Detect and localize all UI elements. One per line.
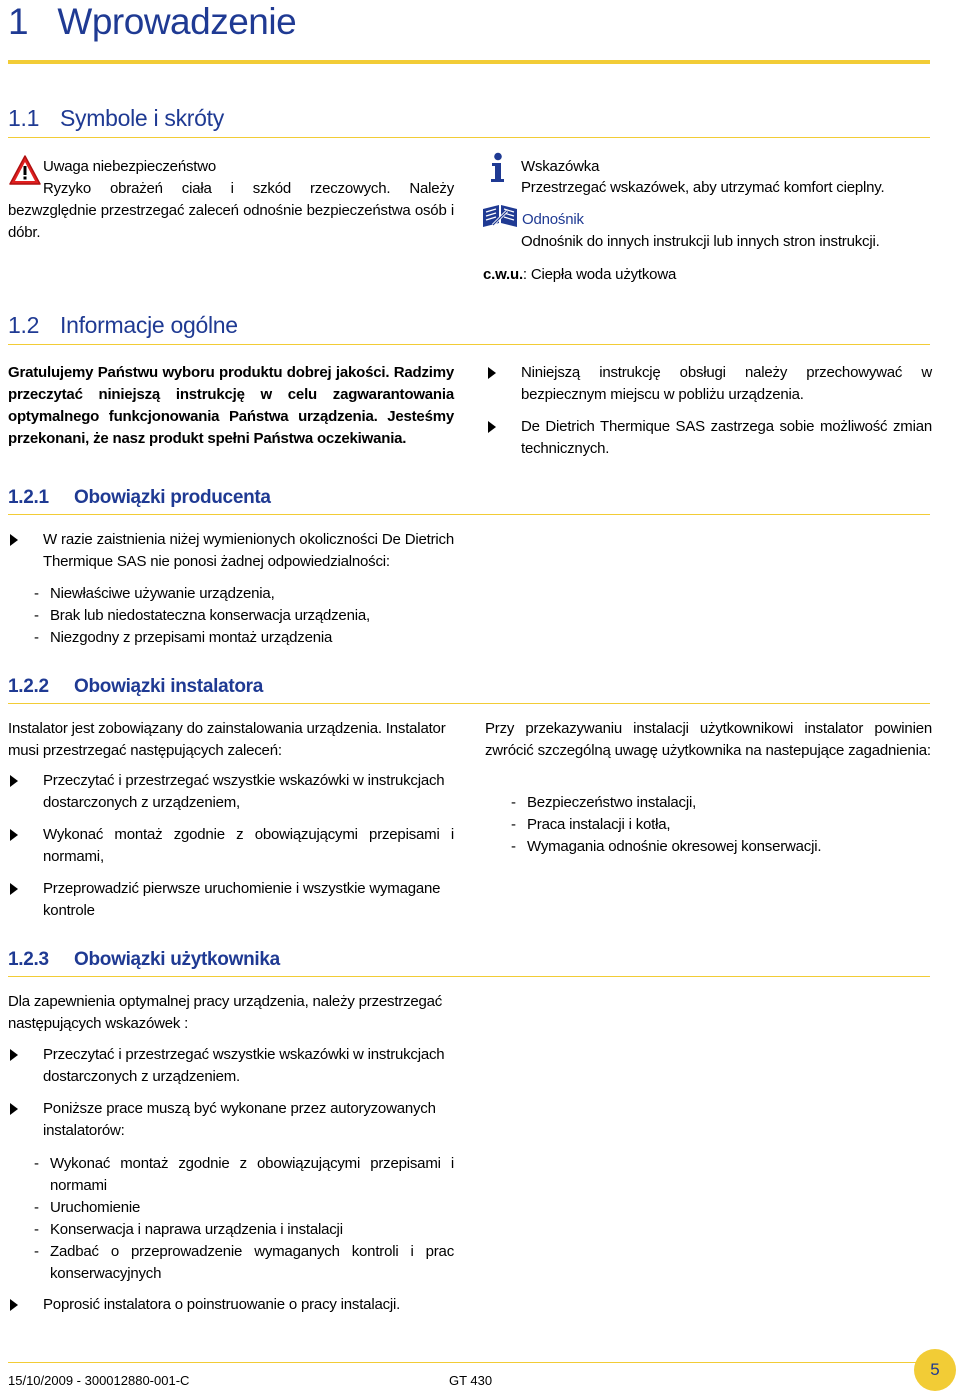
section-1-2-3-heading [8,948,280,972]
installer-right-intro: Przy przekazywaniu instalacji użytkownikowi instalator powinien zwrócić szczególną uwagę użytkownika na nastepujące zagadnienia: [485,720,932,759]
hint-text: Przestrzegać wskazówek, aby utrzymać komfort cieplny. [521,179,885,196]
hint-title: Wskazówka [521,158,600,175]
footer-model: GT 430 [449,1373,493,1388]
list-item-text: Wykonać montaż zgodnie z obowiązującymi przepisami i normami, [43,826,454,865]
arrow-bullet-icon [10,1299,18,1311]
installer-intro: Instalator jest zobowiązany do zainstalowania urządzenia. Instalator musi przestrzegać następujących zaleceń: [8,720,446,759]
section-1-1-heading [8,104,224,132]
dash-item: - Bezpieczeństwo instalacji, [511,794,697,811]
user-dash-list [34,1153,454,1285]
reference-text: Odnośnik do innych instrukcji lub innych stron instrukcji. [521,233,880,250]
dash-item: - Wykonać montaż zgodnie z obowiązującymi przepisami i normami [34,1155,454,1194]
section-number: 1.1 [8,105,40,131]
chapter-title [8,0,296,44]
footer-rule [8,1362,930,1363]
producer-dash-list [34,583,454,649]
general-intro: Gratulujemy Państwu wyboru produktu dobrej jakości. Radzimy przeczytać niniejszą instrukcję w celu zagwarantowania optymalnego funkcjonowania Państwa urządzenia. Jesteśmy przekonani, że nasz produkt spełni Państwa oczekiwania. [8,364,454,447]
cwu-definition [483,264,676,286]
installer-right-dash-list [511,792,931,858]
list-item [8,529,454,573]
page-number-badge [913,1348,957,1392]
section-1-2-2-heading [8,675,263,699]
dash-item: - Zadbać o przeprowadzenie wymaganych kontroli i prac konserwacyjnych [34,1243,454,1282]
list-item-text: Poniższe prace muszą być wykonane przez autoryzowanych instalatorów: [43,1100,436,1139]
page-number: 5 [930,1360,940,1379]
section-title: Symbole i skróty [60,105,224,131]
arrow-bullet-icon [10,1049,18,1061]
arrow-bullet-icon [488,421,496,433]
section-rule [8,703,930,704]
section-rule [8,514,930,515]
user-list-final [8,1294,454,1326]
list-item-text: De Dietrich Thermique SAS zastrzega sobie możliwość zmian technicznych. [521,418,932,457]
user-list [8,1044,454,1152]
chapter-number: 1 [8,1,29,42]
section-1-2-1-heading [8,486,271,510]
arrow-bullet-icon [10,1103,18,1115]
dash-item: - Konserwacja i naprawa urządzenia i instalacji [34,1221,343,1238]
cwu-text: : Ciepła woda użytkowa [522,266,677,283]
installer-list [8,770,454,932]
list-item-text: Przeczytać i przestrzegać wszystkie wskazówki w instrukcjach dostarczonych z urządzeniem, [43,772,445,811]
info-icon [487,152,509,184]
arrow-bullet-icon [10,829,18,841]
list-item-text: Przeczytać i przestrzegać wszystkie wskazówki w instrukcjach dostarczonych z urządzeniem. [43,1046,445,1085]
producer-list [8,529,454,583]
list-item [8,878,454,922]
section-rule [8,137,930,138]
list-item-text: Niniejszą instrukcję obsługi należy przechowywać w bezpiecznym miejscu w pobliżu urządzenia. [521,364,932,403]
book-reference-icon [481,203,519,229]
list-item [8,770,454,814]
dash-item: - Wymagania odnośnie okresowej konserwacji. [511,838,822,855]
section-title: Informacje ogólne [60,312,238,338]
section-title: Obowiązki instalatora [74,676,264,697]
arrow-bullet-icon [488,367,496,379]
list-item [486,416,932,460]
list-item [8,1044,454,1088]
list-item [8,824,454,868]
arrow-bullet-icon [10,775,18,787]
section-number: 1.2.3 [8,949,49,970]
list-item [486,362,932,406]
dash-item: - Niezgodny z przepisami montaż urządzenia [34,629,333,646]
arrow-bullet-icon [10,534,18,546]
warning-text: Ryzyko obrażeń ciała i szkód rzeczowych. Należy bezwzględnie przestrzegać zaleceń odnośnie bezpieczeństwa osób i dóbr. [8,180,454,241]
footer-doc-id: 15/10/2009 - 300012880-001-C [8,1373,190,1388]
reference-title: Odnośnik [522,211,584,228]
arrow-bullet-icon [10,883,18,895]
section-1-2-heading [8,311,238,339]
section-rule [8,976,930,977]
list-item [8,1098,454,1142]
list-item-text: W razie zaistnienia niżej wymienionych okoliczności De Dietrich Thermique SAS nie ponosi żadnej odpowiedzialności: [43,531,454,570]
list-item-text: Przeprowadzić pierwsze uruchomienie i wszystkie wymagane kontrole [43,880,441,919]
section-number: 1.2 [8,312,40,338]
warning-title: Uwaga niebezpieczeństwo [43,158,217,175]
cwu-abbr: c.w.u. [483,266,523,283]
list-item-text: Poprosić instalatora o poinstruowanie o pracy instalacji. [43,1296,401,1313]
general-right-list [486,362,932,470]
chapter-title-text: Wprowadzenie [57,1,297,42]
section-rule [8,344,930,345]
section-title: Obowiązki producenta [74,487,271,508]
section-number: 1.2.1 [8,487,49,508]
dash-item: - Brak lub niedostateczna konserwacja urządzenia, [34,607,370,624]
section-number: 1.2.2 [8,676,49,697]
dash-item: - Uruchomienie [34,1199,141,1216]
user-intro: Dla zapewnienia optymalnej pracy urządzenia, należy przestrzegać następujących wskazówek : [8,993,443,1032]
section-title: Obowiązki użytkownika [74,949,280,970]
dash-item: - Praca instalacji i kotła, [511,816,671,833]
chapter-rule [8,60,930,64]
dash-item: - Niewłaściwe używanie urządzenia, [34,585,275,602]
list-item [8,1294,454,1316]
